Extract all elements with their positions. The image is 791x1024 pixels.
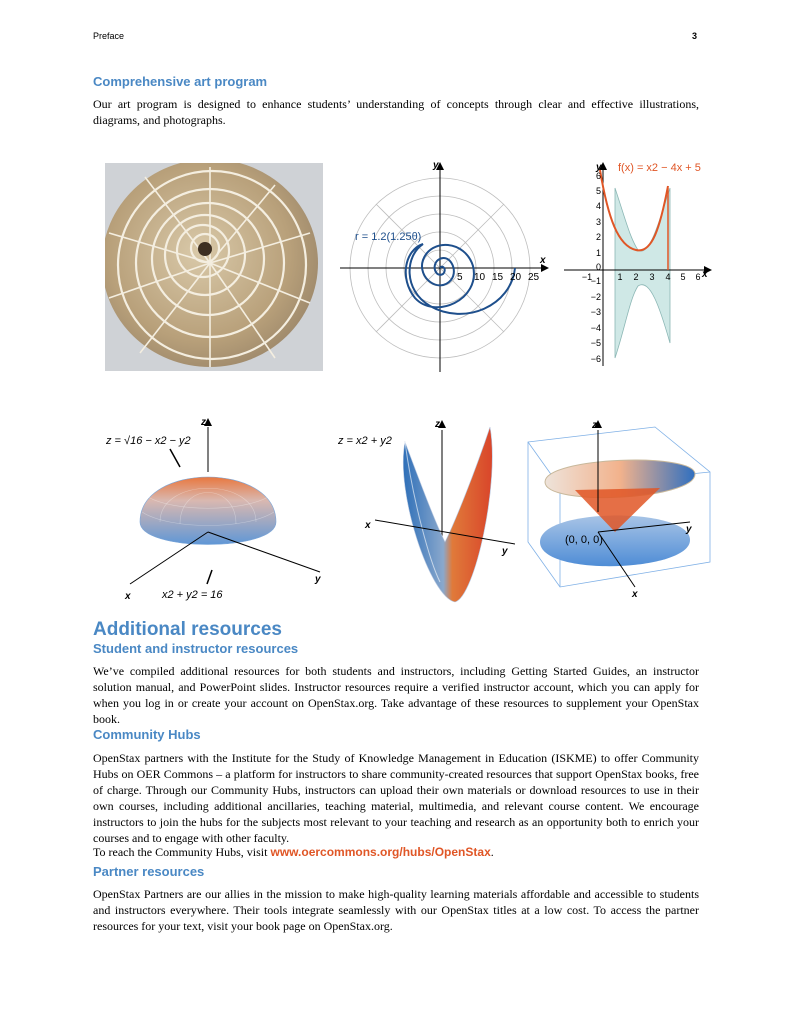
riemann-axis-y: y bbox=[596, 162, 602, 173]
function-rotation-figure bbox=[560, 158, 720, 370]
x-tick: 2 bbox=[633, 272, 639, 282]
cone-origin-label: (0, 0, 0) bbox=[565, 534, 603, 546]
hemi-axis-y: y bbox=[315, 574, 321, 585]
polar-tick-25: 25 bbox=[528, 272, 540, 283]
cone-axis-z: z bbox=[592, 420, 597, 431]
community-hubs-body: OpenStax partners with the Institute for the Study of Knowledge Management in Education (ISKME) to offer Community Hubs on OER Commons – a platform for instructors to share community-created resources that support OpenStax books, free of charge. Through our Community Hubs, instructors can upload their own materials or download resources to use in their own courses, including additional ancillaries, teaching material, multimedia, and relevant course content. We encourage instructors to join the hubs for the subjects most relevant to your teaching and research as an opportunity both to enrich your courses and to engage with other faculty. bbox=[93, 751, 699, 845]
hubs-link-suffix: . bbox=[490, 845, 494, 859]
riemann-axis-x: x bbox=[702, 269, 708, 280]
para-equation: z = x2 + y2 bbox=[338, 435, 392, 447]
y-tick: 0 bbox=[595, 262, 601, 272]
paraboloid-figure bbox=[335, 412, 515, 607]
additional-resources-heading: Additional resources bbox=[93, 619, 282, 640]
hemi-base-equation: x2 + y2 = 16 bbox=[162, 589, 223, 601]
hemi-axis-z: z bbox=[201, 417, 206, 428]
student-resources-body: We’ve compiled additional resources for both students and instructors, including Getting Started Guides, an instructor solution manual, and PowerPoint slides. Instructor resources require a verified instructor account, which you can apply for when you log in or create your account on OpenStax.org. Take advantage of these resources to supplement your OpenStax book. bbox=[93, 664, 699, 726]
x-tick: 5 bbox=[680, 272, 686, 282]
community-hubs-heading: Community Hubs bbox=[93, 727, 201, 742]
nautilus-photo bbox=[105, 163, 323, 371]
polar-equation: r = 1.2(1.25θ) bbox=[355, 231, 422, 243]
y-tick: 3 bbox=[595, 217, 601, 227]
y-tick: 5 bbox=[595, 186, 601, 196]
riemann-equation: f(x) = x2 − 4x + 5 bbox=[618, 162, 701, 174]
polar-axis-x: x bbox=[540, 255, 546, 266]
polar-tick-10: 10 bbox=[474, 272, 486, 283]
polar-tick-15: 15 bbox=[492, 272, 504, 283]
oercommons-link[interactable]: www.oercommons.org/hubs/OpenStax bbox=[270, 845, 491, 859]
cone-axis-x: x bbox=[632, 589, 638, 600]
y-tick: −3 bbox=[590, 307, 601, 317]
cone-axis-y: y bbox=[686, 524, 692, 535]
para-axis-x: x bbox=[365, 520, 371, 531]
art-program-body: Our art program is designed to enhance students’ understanding of concepts through clear and effective illustrations, diagrams, and photographs. bbox=[93, 97, 699, 127]
polar-spiral-figure bbox=[335, 160, 550, 375]
x-tick: 6 bbox=[695, 272, 701, 282]
art-program-heading: Comprehensive art program bbox=[93, 74, 268, 89]
hubs-link-prefix: To reach the Community Hubs, visit bbox=[93, 845, 271, 859]
y-tick: 2 bbox=[595, 232, 601, 242]
community-hubs-link-line bbox=[93, 844, 699, 860]
x-tick: −1 bbox=[581, 272, 593, 282]
y-tick: −2 bbox=[590, 292, 601, 302]
partner-resources-body: OpenStax Partners are our allies in the mission to make high-quality learning materials affordable and accessible to students and instructors everywhere. Their tools integrate seamlessly with our OpenStax titles at a low cost. To access the partner resources for your text, visit your book page on OpenStax.org. bbox=[93, 887, 699, 933]
y-tick: −1 bbox=[590, 276, 601, 286]
y-tick: −5 bbox=[590, 338, 601, 348]
y-tick: −6 bbox=[590, 354, 601, 364]
page-number: 3 bbox=[692, 31, 698, 41]
cone-box-figure bbox=[520, 412, 720, 602]
hemisphere-figure bbox=[100, 412, 340, 604]
polar-axis-y: y bbox=[433, 160, 439, 171]
hemi-equation: z = √16 − x2 − y2 bbox=[106, 435, 191, 447]
y-tick: 6 bbox=[595, 171, 601, 181]
hemi-axis-x: x bbox=[125, 591, 131, 602]
para-axis-z: z bbox=[435, 419, 440, 430]
y-tick: 4 bbox=[595, 201, 601, 211]
polar-tick-20: 20 bbox=[510, 272, 522, 283]
y-tick: −4 bbox=[590, 323, 601, 333]
y-tick: 1 bbox=[595, 248, 601, 258]
polar-tick-5: 5 bbox=[457, 272, 463, 283]
student-resources-heading: Student and instructor resources bbox=[93, 641, 299, 656]
x-tick: 1 bbox=[617, 272, 623, 282]
x-tick: 4 bbox=[665, 272, 671, 282]
partner-resources-heading: Partner resources bbox=[93, 864, 205, 879]
running-head-section: Preface bbox=[93, 31, 125, 41]
x-tick: 3 bbox=[649, 272, 655, 282]
para-axis-y: y bbox=[502, 546, 508, 557]
